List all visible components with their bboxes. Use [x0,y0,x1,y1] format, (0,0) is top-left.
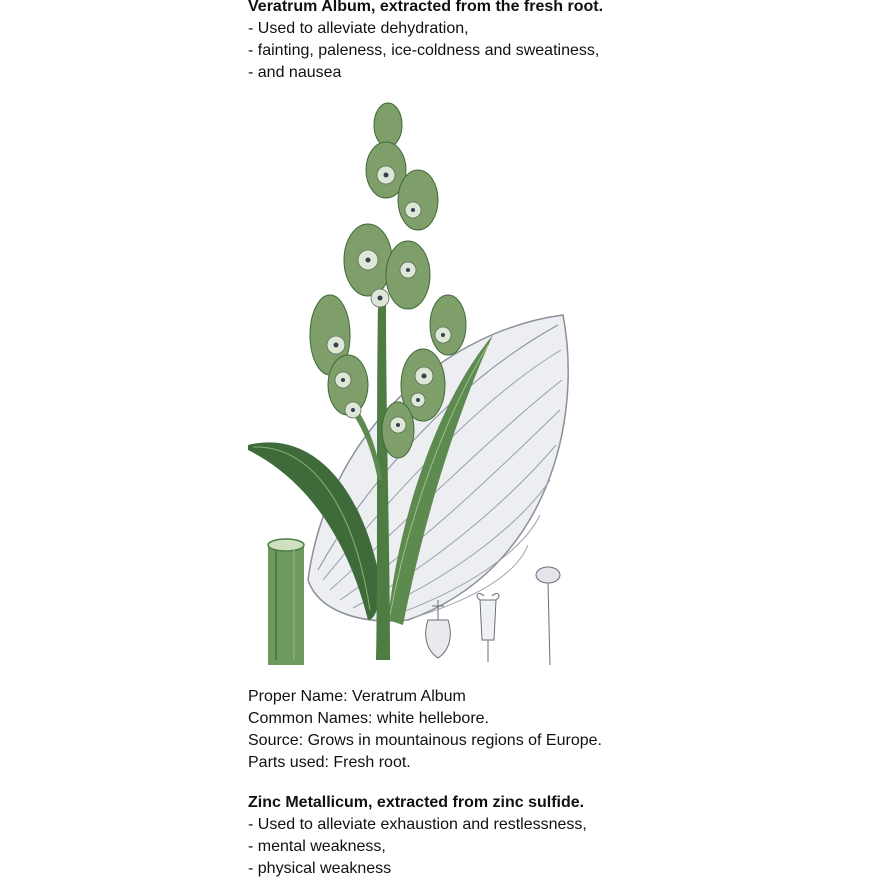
common-names: Common Names: white hellebore. [248,710,489,727]
zinc-use-3: - physical weakness [248,860,392,877]
cut-stalk [268,539,304,665]
veratrum-album-illustration [248,100,578,670]
veratrum-title: Veratrum Album, extracted from the fresh root. [248,0,604,15]
zinc-title: Zinc Metallicum, extracted from zinc sulfide. [248,794,585,811]
zinc-section [248,792,587,880]
proper-name: Proper Name: Veratrum Album [248,688,466,705]
veratrum-use-3: - and nausea [248,64,342,81]
flower-detail-2 [477,593,499,662]
parts-used: Parts used: Fresh root. [248,754,411,771]
source: Source: Grows in mountainous regions of Europe. [248,732,602,749]
stamen-detail [536,567,560,665]
zinc-use-1: - Used to alleviate exhaustion and restlessness, [248,816,587,833]
veratrum-details [248,686,602,774]
zinc-use-2: - mental weakness, [248,838,386,855]
veratrum-use-2: - fainting, paleness, ice-coldness and sweatiness, [248,42,600,59]
veratrum-intro [248,0,603,84]
veratrum-use-1: - Used to alleviate dehydration, [248,20,469,37]
